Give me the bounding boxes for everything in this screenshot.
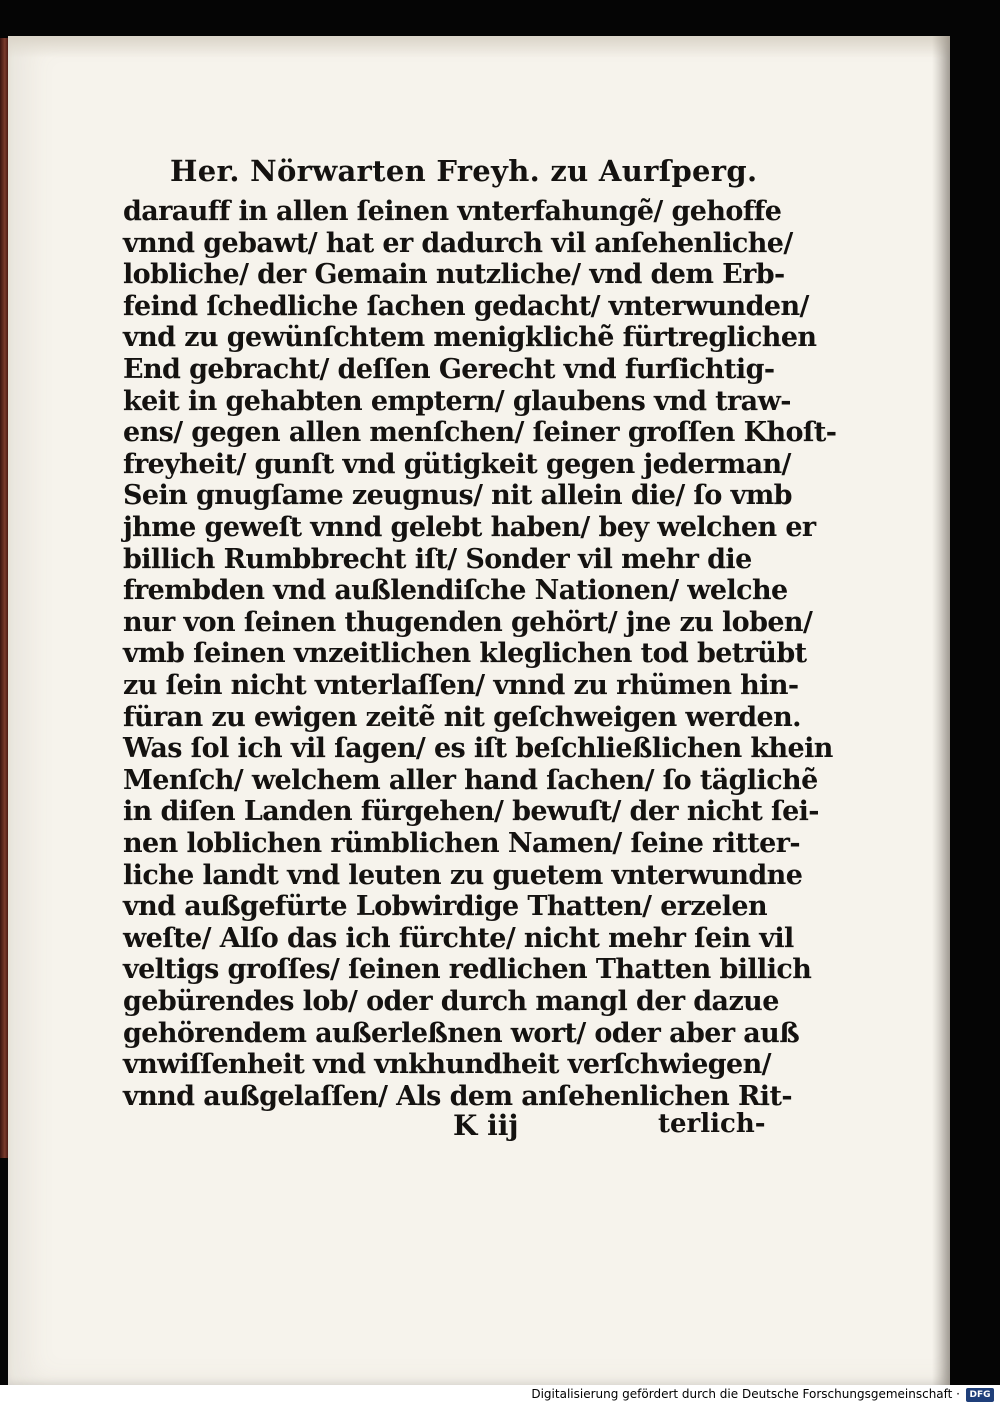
text-line: vnd zu gewünſchtem menigklichẽ fürtreglichen bbox=[123, 322, 817, 354]
catchword: terlich- bbox=[658, 1109, 766, 1139]
text-line: jhme geweſt vnnd gelebt haben/ bey welchen er bbox=[123, 512, 816, 543]
text-line: zu ſein nicht vnterlaſſen/ vnnd zu rhümen hin- bbox=[123, 670, 799, 701]
text-line: vnd außgefürte Lobwirdige Thatten/ erzelen bbox=[123, 891, 768, 923]
text-line: feind ſchedliche ſachen gedacht/ vnterwunden/ bbox=[123, 290, 809, 322]
text-line: keit in gehabten emptern/ glaubens vnd traw- bbox=[123, 385, 791, 417]
text-line: füran zu ewigen zeitẽ nit geſchweigen werden. bbox=[123, 701, 801, 733]
text-line: liche landt vnd leuten zu guetem vnterwundne bbox=[123, 859, 803, 891]
text-line: veltigs groſſes/ ſeinen redlichen Thatten billich bbox=[123, 954, 812, 986]
signature-mark: K iij bbox=[453, 1109, 519, 1142]
text-line: freyheit/ gunſt vnd gütigkeit gegen jederman/ bbox=[123, 448, 791, 480]
text-line: vnwiſſenheit vnd vnkhundheit verſchwiegen/ bbox=[123, 1049, 771, 1081]
text-line: vnnd außgelaſſen/ Als dem anſehenlichen Rit- bbox=[123, 1080, 792, 1112]
text-line: gebürendes lob/ oder durch mangl der dazue bbox=[123, 986, 779, 1017]
text-line: billich Rumbbrecht iſt/ Sonder vil mehr die bbox=[123, 543, 752, 575]
book-page bbox=[8, 36, 950, 1385]
library-stamp bbox=[143, 1118, 263, 1154]
text-line: Sein gnugſame zeugnus/ nit allein die/ ſo vmb bbox=[123, 480, 792, 512]
text-line: frembden vnd außlendiſche Nationen/ welche bbox=[123, 575, 788, 607]
dfg-logo: DFG bbox=[966, 1388, 994, 1402]
text-line: ens/ gegen allen menſchen/ ſeiner groſſen Khoſt- bbox=[123, 417, 837, 449]
running-header: Her. Nörwarten Freyh. zu Aurſperg. bbox=[170, 154, 758, 188]
text-line: weſte/ Alſo das ich fürchte/ nicht mehr ſein vil bbox=[123, 922, 794, 954]
footer-credit: Digitalisierung gefördert durch die Deutsche Forschungsgemeinschaft · bbox=[531, 1387, 960, 1401]
text-line: Was ſol ich vil ſagen/ es iſt beſchließlichen khein bbox=[123, 733, 833, 765]
text-line: gehörendem außerleßnen wort/ oder aber auß bbox=[123, 1017, 800, 1049]
text-line: nen loblichen rümblichen Namen/ ſeine ritter- bbox=[123, 828, 800, 859]
text-line: End gebracht/ deſſen Gerecht vnd furſichtig- bbox=[123, 354, 775, 385]
text-line: nur von ſeinen thugenden gehört/ jne zu loben/ bbox=[123, 606, 813, 638]
page-text bbox=[8, 36, 950, 1385]
text-line: in diſen Landen fürgehen/ bewuſt/ der nicht ſei- bbox=[123, 796, 819, 828]
footer-bar bbox=[0, 1385, 1000, 1406]
text-line: darauff in allen ſeinen vnterfahungẽ/ gehoffe bbox=[123, 196, 782, 227]
text-line: vmb ſeinen vnzeitlichen kleglichen tod betrübt bbox=[123, 638, 807, 670]
text-line: lobliche/ der Gemain nutzliche/ vnd dem Erb- bbox=[123, 259, 785, 291]
text-line: vnnd gebawt/ hat er dadurch vil anſehenliche/ bbox=[123, 227, 793, 259]
text-line: Menſch/ welchem aller hand ſachen/ ſo täglichẽ bbox=[123, 764, 818, 796]
book-edge bbox=[0, 38, 8, 1158]
